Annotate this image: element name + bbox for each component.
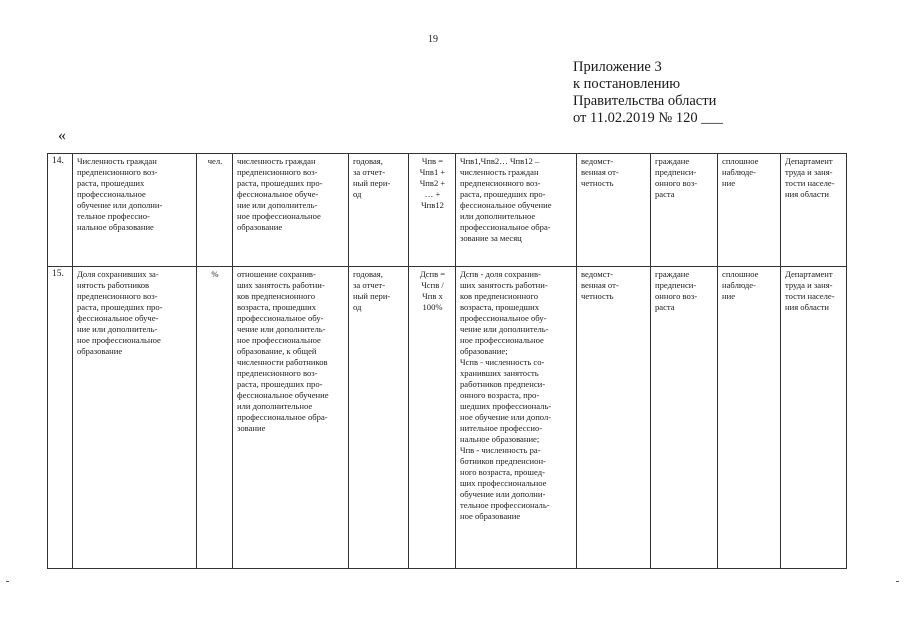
population: граждане предпенси- онного воз- раста [651,267,718,569]
data-source: ведомст- венная от- четность [577,154,651,267]
responsible-body: Департамент труда и заня- тости населе- ния области [781,267,847,569]
data-source: ведомст- венная от- четность [577,267,651,569]
formula: Дспв = Чспв / Чпв х 100% [409,267,456,569]
page-number: 19 [428,34,438,45]
appendix-line-date: от 11.02.2019 № 120 ___ [573,110,723,126]
variables-description: Чпв1,Чпв2… Чпв12 – численность граждан предпенсионного воз- раста, прошедших про- фессиональное обучение или дополнительное профессиональное обра- зование за месяц [456,154,577,267]
appendix-title: Приложение 3 [573,59,662,75]
population: граждане предпенси- онного воз- раста [651,154,718,267]
collection-method: сплошное наблюде- ние [718,267,781,569]
scan-edge-mark-left [6,581,9,582]
collection-method: сплошное наблюде- ние [718,154,781,267]
indicator-name: Численность граждан предпенсионного воз- раста, прошедших профессиональное обучение или дополни- тельное профессио- нальное образование [73,154,197,267]
indicator-definition: численность граждан предпенсионного воз- раста, прошедших про- фессиональное обуче- ние или дополнитель- ное профессиональное образование [233,154,349,267]
appendix-header [573,59,723,127]
appendix-line-government: Правительства области [573,93,717,109]
indicators-table [47,153,847,569]
row-number: 15. [48,267,73,569]
periodicity: годовая, за отчет- ный пери- од [349,154,409,267]
opening-quote: « [58,127,66,144]
table-row [48,154,847,267]
row-number: 14. [48,154,73,267]
unit-of-measure: чел. [197,154,233,267]
indicator-definition: отношение сохранив- ших занятость работни- ков предпенсионного возраста, прошедших профессиональное обу- чение или дополнитель- ное профессиональное образование, к общей численности работников предпенсионного воз- раста, прошедших про- фессиональное обучение или дополнительное профессиональное обра- зование [233,267,349,569]
scan-edge-mark-right [896,581,899,582]
formula: Чпв = Чпв1 + Чпв2 + … + Чпв12 [409,154,456,267]
unit-of-measure: % [197,267,233,569]
indicator-name: Доля сохранивших за- нятость работников предпенсионного воз- раста, прошедших про- фессиональное обуче- ние или дополнитель- ное профессиональное образование [73,267,197,569]
appendix-line-decree: к постановлению [573,76,681,92]
variables-description: Дспв - доля сохранив- ших занятость работни- ков предпенсионного возраста, прошедших профессиональное обу- чение или дополнитель- ное профессиональное образование; Чспв - численность со- хранивших занятость работников предпенси- онного возраста, про- шедших профессиональ- ное обучение или допол- нительное профессио- нальное образование; Чпв - численность ра- ботников предпенсион- ного возраста, прошед- ших профессиональное обучение или дополни- тельное профессиональ- ное образование [456,267,577,569]
periodicity: годовая, за отчет- ный пери- од [349,267,409,569]
responsible-body: Департамент труда и заня- тости населе- ния области [781,154,847,267]
table-row [48,267,847,569]
